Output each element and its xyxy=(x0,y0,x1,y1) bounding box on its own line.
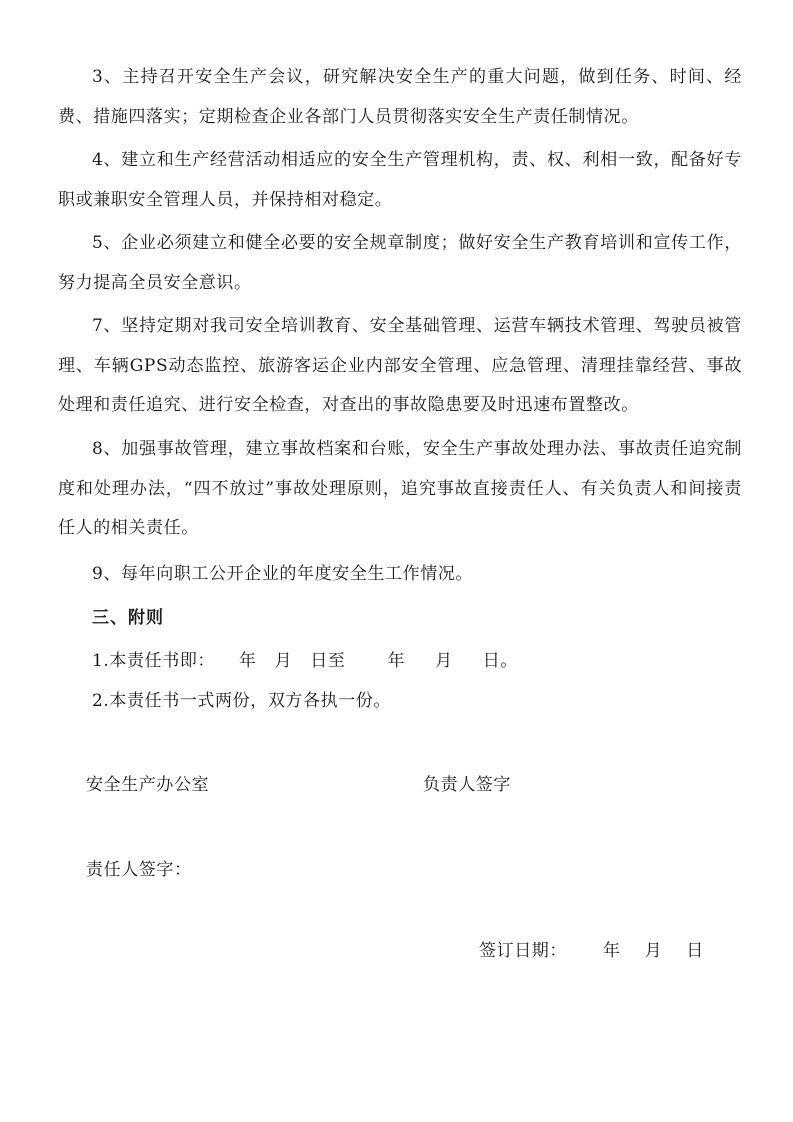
section-heading-appendix: 三、附则 xyxy=(92,608,164,628)
paragraph-3: 3、主持召开安全生产会议，研究解决安全生产的重大问题，做到任务、时间、经费、措施四落实；定期检查企业各部门人员贯彻落实安全生产责任制情况。 xyxy=(58,67,742,127)
paragraph-7: 7、坚持定期对我司安全培训教育、安全基础管理、运营车辆技术管理、驾驶员被管理、车辆GPS动态监控、旅游客运企业内部安全管理、应急管理、清理挂靠经营、事故处理和责任追究、进行安全检查，对查出的事故隐患要及时迅速布置整改。 xyxy=(58,316,742,415)
clause-copies: 2.本责任书一式两份，双方各执一份。 xyxy=(92,691,392,711)
clause-term: 1.本责任书即： 年 月 日至 年 月 日。 xyxy=(92,651,518,671)
paragraph-5: 5、企业必须建立和健全必要的安全规章制度；做好安全生产教育培训和宣传工作，努力提高全员安全意识。 xyxy=(58,233,742,293)
paragraph-9: 9、每年向职工公开企业的年度安全生工作情况。 xyxy=(92,564,474,584)
signature-responsible-person-label: 责任人签字： xyxy=(86,860,192,880)
signature-leader-label: 负责人签字 xyxy=(423,775,511,795)
paragraph-8: 8、加强事故管理，建立事故档案和台账，安全生产事故处理办法、事故责任追究制度和处理办法，“四不放过”事故处理原则，追究事故直接责任人、有关负责人和间接责任人的相关责任。 xyxy=(58,439,742,538)
signature-date-label: 签订日期： 年 月 日 xyxy=(479,941,704,961)
paragraph-4: 4、建立和生产经营活动相适应的安全生产管理机构，责、权、利相一致，配备好专职或兼职安全管理人员，并保持相对稳定。 xyxy=(58,150,742,210)
signature-office-label: 安全生产办公室 xyxy=(86,775,210,795)
